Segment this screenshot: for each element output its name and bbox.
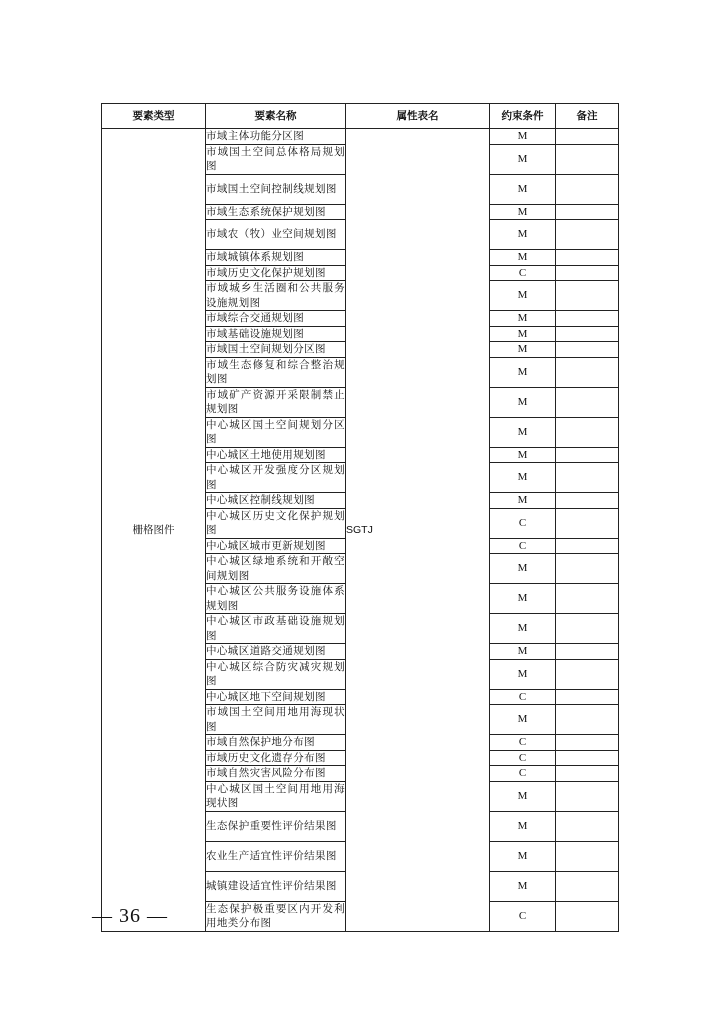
element-name-cell: 市域基础设施规划图: [206, 326, 346, 342]
remarks-cell: [556, 387, 619, 417]
attribute-table-cell: SGTJ: [346, 129, 490, 932]
remarks-cell: [556, 129, 619, 145]
constraint-cell: C: [490, 901, 556, 931]
constraint-cell: M: [490, 644, 556, 660]
element-name-cell: 市域自然灾害风险分布图: [206, 766, 346, 782]
remarks-cell: [556, 174, 619, 204]
remarks-cell: [556, 644, 619, 660]
constraint-cell: M: [490, 326, 556, 342]
remarks-cell: [556, 750, 619, 766]
element-name-cell: 中心城区公共服务设施体系规划图: [206, 585, 345, 612]
constraint-cell: M: [490, 387, 556, 417]
element-name-cell: 市域综合交通规划图: [206, 311, 346, 327]
constraint-cell: M: [490, 417, 556, 447]
remarks-cell: [556, 220, 619, 250]
remarks-cell: [556, 463, 619, 493]
remarks-cell: [556, 614, 619, 644]
element-name-cell: 市域城镇体系规划图: [206, 250, 346, 266]
constraint-cell: M: [490, 204, 556, 220]
remarks-cell: [556, 342, 619, 358]
remarks-cell: [556, 538, 619, 554]
header-remarks: 备注: [556, 104, 619, 129]
page-number: — 36 —: [92, 905, 168, 927]
element-name-cell: 市域自然保护地分布图: [206, 735, 346, 751]
remarks-cell: [556, 357, 619, 387]
remarks-cell: [556, 735, 619, 751]
element-name-cell: 中心城区国土空间用地用海现状图: [206, 782, 345, 809]
constraint-cell: C: [490, 750, 556, 766]
constraint-cell: M: [490, 659, 556, 689]
constraint-cell: M: [490, 614, 556, 644]
element-name-cell: 市域国土空间总体格局规划图: [206, 145, 345, 172]
remarks-cell: [556, 144, 619, 174]
element-name-cell: 中心城区综合防灾减灾规划图: [206, 660, 345, 687]
remarks-cell: [556, 250, 619, 266]
remarks-cell: [556, 311, 619, 327]
remarks-cell: [556, 659, 619, 689]
table-row: [102, 129, 619, 145]
remarks-cell: [556, 417, 619, 447]
header-element-name: 要素名称: [206, 104, 346, 129]
constraint-cell: C: [490, 766, 556, 782]
element-name-cell: 市域主体功能分区图: [206, 129, 346, 145]
constraint-cell: C: [490, 538, 556, 554]
constraint-cell: M: [490, 871, 556, 901]
remarks-cell: [556, 901, 619, 931]
element-name-cell: 市域历史文化遗存分布图: [206, 750, 346, 766]
remarks-cell: [556, 493, 619, 509]
constraint-cell: M: [490, 584, 556, 614]
element-name-cell: 市域城乡生活圈和公共服务设施规划图: [206, 282, 345, 309]
header-element-type: 要素类型: [102, 104, 206, 129]
constraint-cell: M: [490, 463, 556, 493]
remarks-cell: [556, 508, 619, 538]
table-body: [102, 129, 619, 932]
element-name-cell: 市域国土空间控制线规划图: [206, 174, 346, 204]
constraint-cell: C: [490, 735, 556, 751]
remarks-cell: [556, 584, 619, 614]
remarks-cell: [556, 689, 619, 705]
constraint-cell: M: [490, 220, 556, 250]
spec-table: [101, 103, 619, 932]
remarks-cell: [556, 447, 619, 463]
constraint-cell: M: [490, 811, 556, 841]
remarks-cell: [556, 871, 619, 901]
header-constraint: 约束条件: [490, 104, 556, 129]
constraint-cell: M: [490, 705, 556, 735]
element-name-cell: 中心城区历史文化保护规划图: [206, 509, 345, 536]
element-name-cell: 市域农（牧）业空间规划图: [206, 220, 346, 250]
element-name-cell: 市域生态修复和综合整治规划图: [206, 358, 345, 385]
element-name-cell: 中心城区开发强度分区规划图: [206, 464, 345, 491]
remarks-cell: [556, 265, 619, 281]
constraint-cell: M: [490, 174, 556, 204]
constraint-cell: M: [490, 357, 556, 387]
element-name-cell: 市域国土空间规划分区图: [206, 342, 346, 358]
element-name-cell: 中心城区土地使用规划图: [206, 447, 346, 463]
constraint-cell: M: [490, 144, 556, 174]
element-name-cell: 中心城区国土空间规划分区图: [206, 418, 345, 445]
remarks-cell: [556, 204, 619, 220]
constraint-cell: M: [490, 447, 556, 463]
element-name-cell: 中心城区绿地系统和开敞空间规划图: [206, 555, 345, 582]
element-name-cell: 生态保护重要性评价结果图: [206, 811, 346, 841]
constraint-cell: M: [490, 281, 556, 311]
remarks-cell: [556, 326, 619, 342]
constraint-cell: M: [490, 342, 556, 358]
remarks-cell: [556, 554, 619, 584]
element-name-cell: 中心城区市政基础设施规划图: [206, 615, 345, 642]
header-attribute-table: 属性表名: [346, 104, 490, 129]
element-name-cell: 市域历史文化保护规划图: [206, 265, 346, 281]
element-name-cell: 中心城区道路交通规划图: [206, 644, 346, 660]
constraint-cell: M: [490, 554, 556, 584]
element-type-cell: 栅格图件: [102, 129, 206, 932]
constraint-cell: M: [490, 781, 556, 811]
element-name-cell: 农业生产适宜性评价结果图: [206, 841, 346, 871]
element-name-cell: 生态保护极重要区内开发利用地类分布图: [206, 902, 345, 929]
constraint-cell: C: [490, 689, 556, 705]
remarks-cell: [556, 841, 619, 871]
element-name-cell: 市域生态系统保护规划图: [206, 204, 346, 220]
constraint-cell: M: [490, 841, 556, 871]
element-name-cell: 市域国土空间用地用海现状图: [206, 706, 345, 733]
constraint-cell: M: [490, 129, 556, 145]
remarks-cell: [556, 281, 619, 311]
constraint-cell: M: [490, 250, 556, 266]
constraint-cell: C: [490, 508, 556, 538]
header-row: [102, 104, 619, 129]
remarks-cell: [556, 811, 619, 841]
constraint-cell: M: [490, 493, 556, 509]
element-name-cell: 中心城区控制线规划图: [206, 493, 346, 509]
element-name-cell: 市域矿产资源开采限制禁止规划图: [206, 388, 345, 415]
remarks-cell: [556, 766, 619, 782]
element-name-cell: 城镇建设适宜性评价结果图: [206, 871, 346, 901]
remarks-cell: [556, 705, 619, 735]
constraint-cell: C: [490, 265, 556, 281]
constraint-cell: M: [490, 311, 556, 327]
element-name-cell: 中心城区地下空间规划图: [206, 689, 346, 705]
element-name-cell: 中心城区城市更新规划图: [206, 538, 346, 554]
remarks-cell: [556, 781, 619, 811]
